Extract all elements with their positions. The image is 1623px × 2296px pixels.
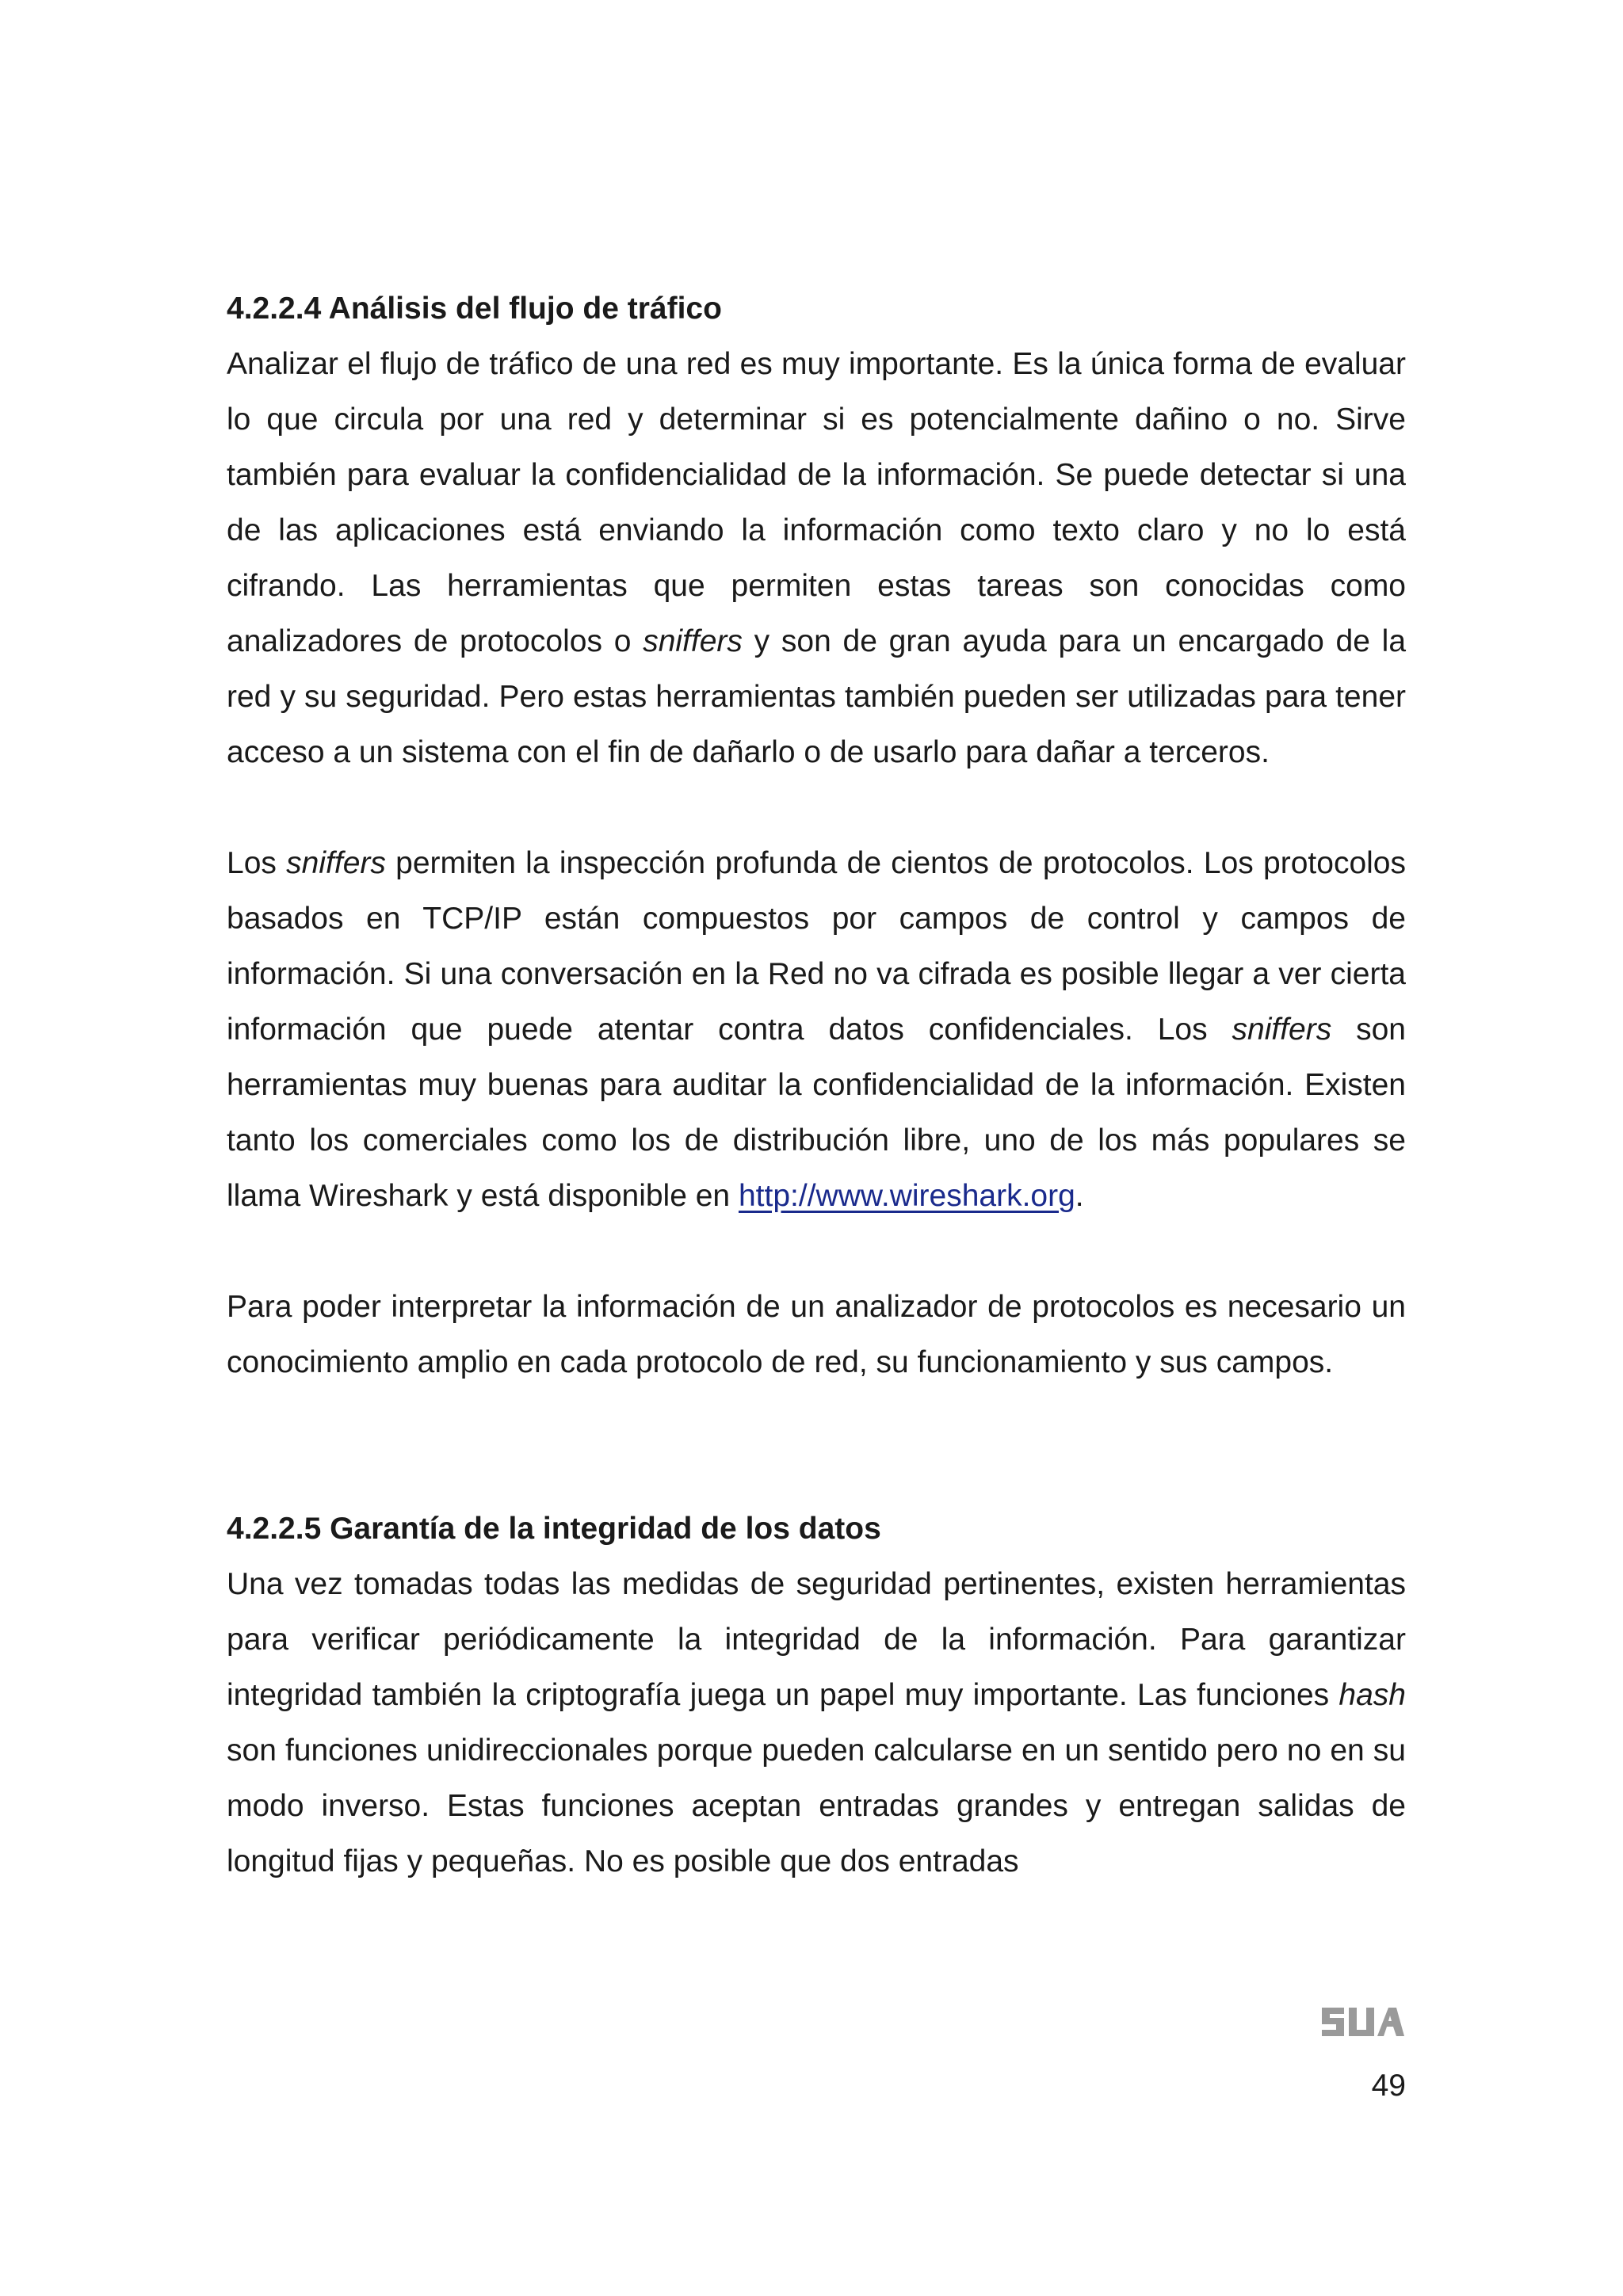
section-spacer — [227, 1390, 1406, 1501]
italic-term-hash: hash — [1338, 1678, 1406, 1712]
page-number: 49 — [1371, 2069, 1406, 2103]
italic-term-sniffers: sniffers — [643, 624, 743, 658]
text-run: son herramientas muy buenas para auditar la confidencialidad de la información. Existen tanto los comerciales como los de distribución libre, uno de los más populares se llama Wireshark y está disponible en — [227, 1013, 1406, 1213]
text-run: y son de gran ayuda para un encargado de la red y su seguridad. Pero estas herramientas también pueden ser utilizadas para tener acceso a un sistema con el fin de dañarlo o de usarlo para dañar a terceros. — [227, 624, 1407, 769]
italic-term-sniffers: sniffers — [286, 846, 386, 880]
sua-logo-icon — [1320, 2001, 1406, 2041]
page-content — [227, 281, 1406, 1890]
paragraph-spacer — [227, 780, 1406, 836]
wireshark-link[interactable]: http://www.wireshark.org — [738, 1179, 1075, 1213]
section-heading-data-integrity: 4.2.2.5 Garantía de la integridad de los datos — [227, 1512, 881, 1546]
paragraph-data-integrity-1 — [227, 1557, 1406, 1890]
paragraph-traffic-analysis-2 — [227, 836, 1406, 1224]
text-run: Los — [227, 846, 287, 880]
text-run: Analizar el flujo de tráfico de una red es muy importante. Es la única forma de evaluar lo que circula por una red y determinar si es potencialmente dañino o no. Sirve también para evaluar la confidencialidad de la información. Se puede detectar si una de las aplicaciones está enviando la información como texto claro y no lo está cifrando. Las herramientas que permiten estas tareas son conocidas como analizadores de protocolos o — [227, 347, 1406, 658]
paragraph-spacer — [227, 1224, 1406, 1280]
italic-term-sniffers: sniffers — [1232, 1013, 1332, 1047]
text-run: . — [1075, 1179, 1084, 1213]
text-run: son funciones unidireccionales porque pueden calcularse en un sentido pero no en su modo inverso. Estas funciones aceptan entradas grandes y entregan salidas de longitud fijas y pequeñas. No es posible que dos entradas — [227, 1733, 1406, 1878]
paragraph-traffic-analysis-3: Para poder interpretar la información de un analizador de protocolos es necesario un conocimiento amplio en cada protocolo de red, su funcionamiento y sus campos. — [227, 1290, 1406, 1379]
paragraph-traffic-analysis-1 — [227, 337, 1406, 780]
section-heading-traffic-analysis: 4.2.2.4 Análisis del flujo de tráfico — [227, 292, 722, 326]
text-run: Una vez tomadas todas las medidas de seguridad pertinentes, existen herramientas para verificar periódicamente la integridad de la información. Para garantizar integridad también la criptografía juega un papel muy importante. Las funciones — [227, 1567, 1406, 1712]
text-run: permiten la inspección profunda de cientos de protocolos. Los protocolos basados en TCP/IP están compuestos por campos de control y campos de información. Si una conversación en la Red no va cifrada es posible llegar a ver cierta información que puede atentar contra datos confidenciales. Los — [227, 846, 1406, 1047]
